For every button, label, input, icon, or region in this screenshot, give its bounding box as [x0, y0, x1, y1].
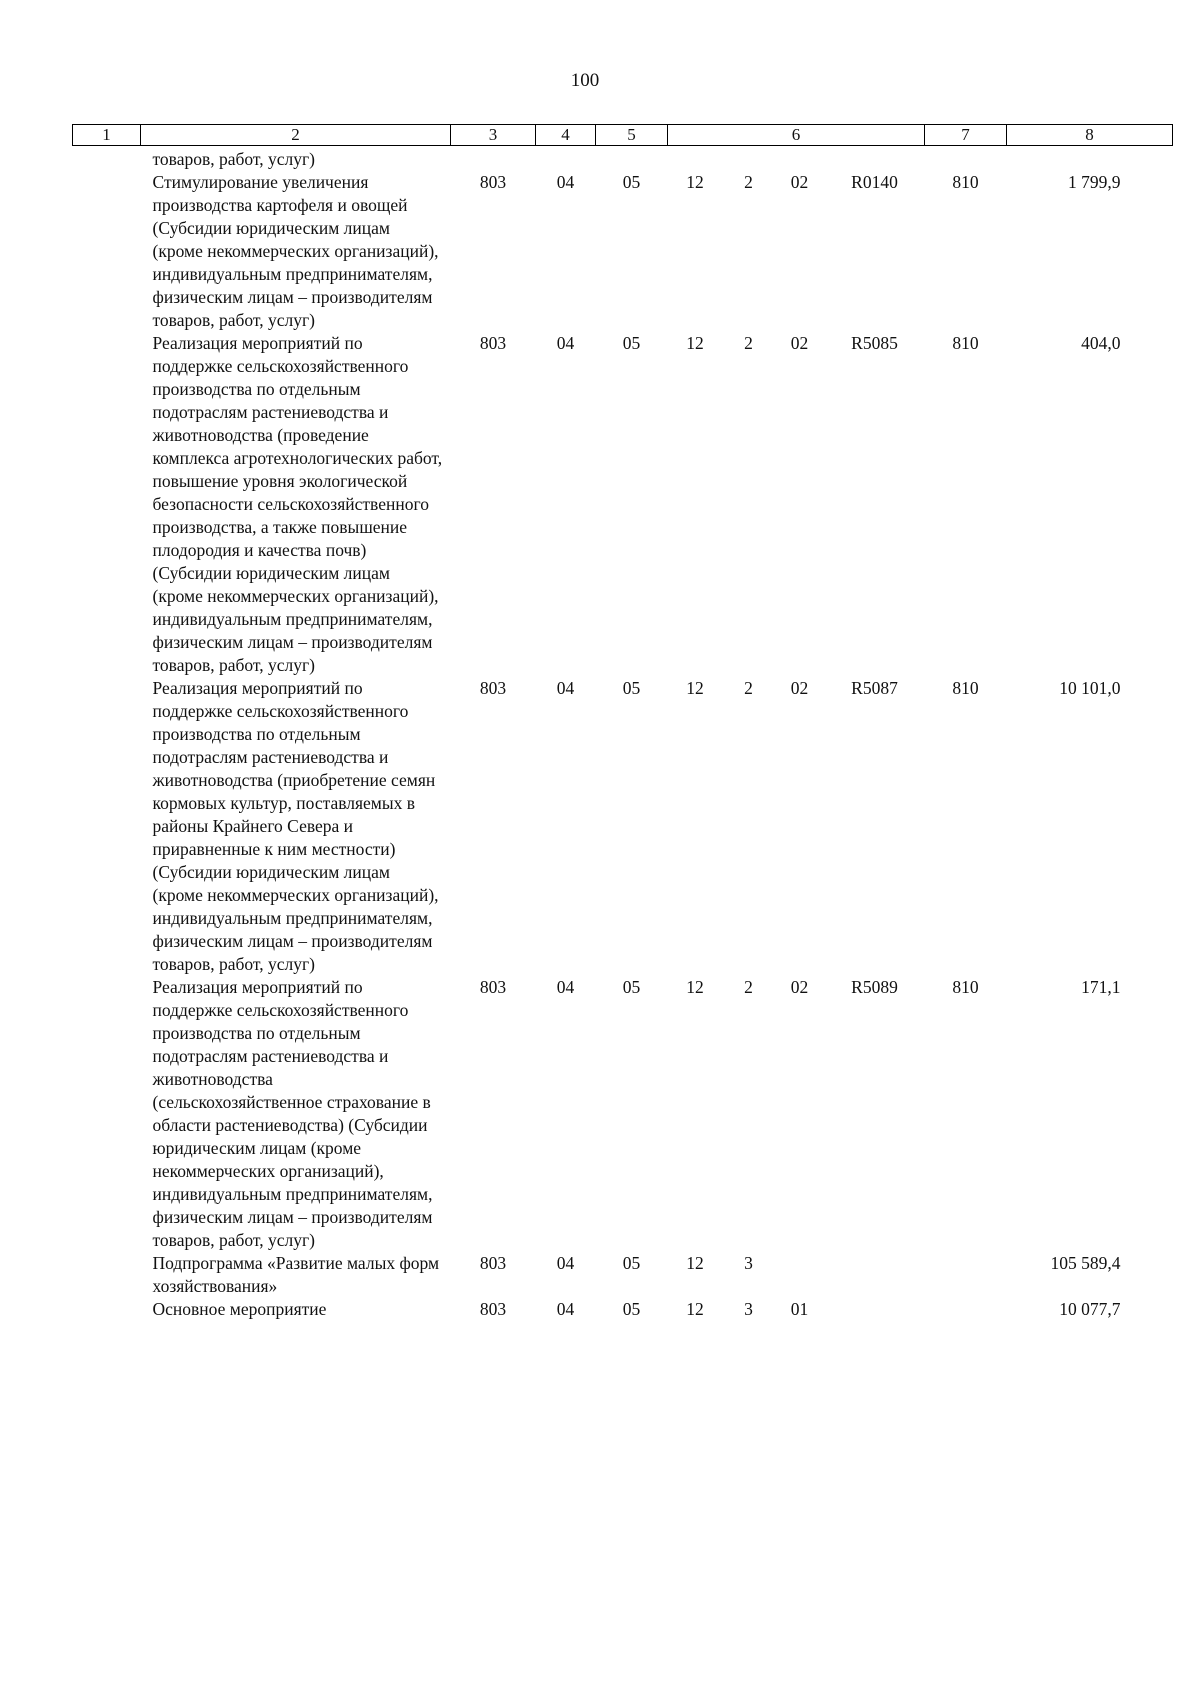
- header-col-5: 5: [596, 125, 668, 146]
- table-row: [73, 1252, 1173, 1298]
- continuation-text: товаров, работ, услуг): [152, 149, 316, 169]
- direction-code: R5087: [851, 678, 898, 698]
- org-code: 803: [479, 1253, 507, 1273]
- direction-code: [825, 1252, 925, 1298]
- header-col-2: 2: [141, 125, 451, 146]
- event-code: 02: [790, 678, 809, 698]
- amount: 10 101,0: [1059, 678, 1121, 698]
- row-number-cell: [73, 332, 141, 677]
- budget-table: [72, 124, 1173, 1321]
- row-name: Основное мероприятие: [152, 1299, 327, 1319]
- direction-code: R0140: [851, 172, 898, 192]
- amount: 1 799,9: [1068, 172, 1121, 192]
- section-code: 04: [556, 333, 575, 353]
- header-col-6: 6: [668, 125, 925, 146]
- org-code: 803: [479, 977, 507, 997]
- table-body: [73, 146, 1173, 1322]
- expense-type-code: 810: [952, 678, 979, 698]
- expense-type-code: [925, 1298, 1007, 1321]
- row-number-cell: [73, 677, 141, 976]
- amount: 404,0: [1081, 333, 1121, 353]
- program-code: 12: [686, 1299, 704, 1319]
- program-code: 12: [686, 1253, 704, 1273]
- direction-code: R5089: [851, 977, 898, 997]
- event-code: 01: [790, 1299, 809, 1319]
- org-code: 803: [479, 333, 507, 353]
- program-code: 12: [686, 678, 704, 698]
- expense-type-code: 810: [952, 333, 979, 353]
- subprogram-code: 3: [744, 1299, 753, 1319]
- org-code: 803: [479, 1299, 507, 1319]
- subprogram-code: 3: [744, 1253, 753, 1273]
- row-name: Реализация мероприятий по поддержке сельскохозяйственного производства по отдельным подотраслям растениеводства и животноводства (проведение комплекса агротехнологических работ, повышение уровня экологической безопасности сельскохозяйственного производства, а также повышение плодородия и качества почв) (Субсидии юридическим лицам (кроме некоммерческих организаций), индивидуальным предпринимателям, физическим лицам – производителям товаров, работ, услуг): [152, 333, 443, 675]
- event-code: [775, 1252, 825, 1298]
- expense-type-code: [925, 1252, 1007, 1298]
- subsection-code: 05: [622, 333, 641, 353]
- row-name: Реализация мероприятий по поддержке сельскохозяйственного производства по отдельным подотраслям растениеводства и животноводства (сельскохозяйственное страхование в области растениеводства) (Субсидии юридическим лицам (кроме некоммерческих организаций), индивидуальным предпринимателям, физическим лицам – производителям товаров, работ, услуг): [152, 977, 433, 1250]
- page-number: 100: [570, 70, 600, 91]
- section-code: 04: [556, 1299, 575, 1319]
- header-col-7: 7: [925, 125, 1007, 146]
- program-code: 12: [686, 172, 704, 192]
- expense-type-code: 810: [952, 172, 979, 192]
- subsection-code: 05: [622, 1253, 641, 1273]
- row-number-cell: [73, 1252, 141, 1298]
- subsection-code: 05: [622, 678, 641, 698]
- header-col-3: 3: [451, 125, 536, 146]
- amount: 10 077,7: [1059, 1299, 1121, 1319]
- section-code: 04: [556, 1253, 575, 1273]
- table-row: [73, 171, 1173, 332]
- subsection-code: 05: [622, 977, 641, 997]
- section-code: 04: [556, 172, 575, 192]
- expense-type-code: 810: [952, 977, 979, 997]
- subprogram-code: 2: [744, 977, 753, 997]
- subsection-code: 05: [622, 1299, 641, 1319]
- header-col-1: 1: [73, 125, 141, 146]
- section-code: 04: [556, 678, 575, 698]
- continuation-row: [73, 146, 1173, 172]
- subsection-code: 05: [622, 172, 641, 192]
- program-code: 12: [686, 977, 704, 997]
- table-row: [73, 976, 1173, 1252]
- amount: 171,1: [1081, 977, 1121, 997]
- subprogram-code: 2: [744, 172, 753, 192]
- event-code: 02: [790, 333, 809, 353]
- table-row: [73, 332, 1173, 677]
- row-name: Стимулирование увеличения производства картофеля и овощей (Субсидии юридическим лицам (кроме некоммерческих организаций), индивидуальным предпринимателям, физическим лицам – производителям товаров, работ, услуг): [152, 172, 439, 330]
- header-col-8: 8: [1007, 125, 1173, 146]
- section-code: 04: [556, 977, 575, 997]
- row-name: Подпрограмма «Развитие малых форм хозяйствования»: [152, 1253, 440, 1296]
- table-row: [73, 1298, 1173, 1321]
- row-number-cell: [73, 976, 141, 1252]
- subprogram-code: 2: [744, 678, 753, 698]
- amount: 105 589,4: [1050, 1253, 1121, 1273]
- program-code: 12: [686, 333, 704, 353]
- direction-code: [825, 1298, 925, 1321]
- header-row: [73, 125, 1173, 146]
- org-code: 803: [479, 678, 507, 698]
- direction-code: R5085: [851, 333, 898, 353]
- table-row: [73, 677, 1173, 976]
- subprogram-code: 2: [744, 333, 753, 353]
- header-col-4: 4: [536, 125, 596, 146]
- row-name: Реализация мероприятий по поддержке сельскохозяйственного производства по отдельным подотраслям растениеводства и животноводства (приобретение семян кормовых культур, поставляемых в районы Крайнего Севера и приравненные к ним местности) (Субсидии юридическим лицам (кроме некоммерческих организаций), индивидуальным предпринимателям, физическим лицам – производителям товаров, работ, услуг): [152, 678, 439, 974]
- org-code: 803: [479, 172, 507, 192]
- row-number-cell: [73, 171, 141, 332]
- row-number-cell: [73, 1298, 141, 1321]
- event-code: 02: [790, 977, 809, 997]
- event-code: 02: [790, 172, 809, 192]
